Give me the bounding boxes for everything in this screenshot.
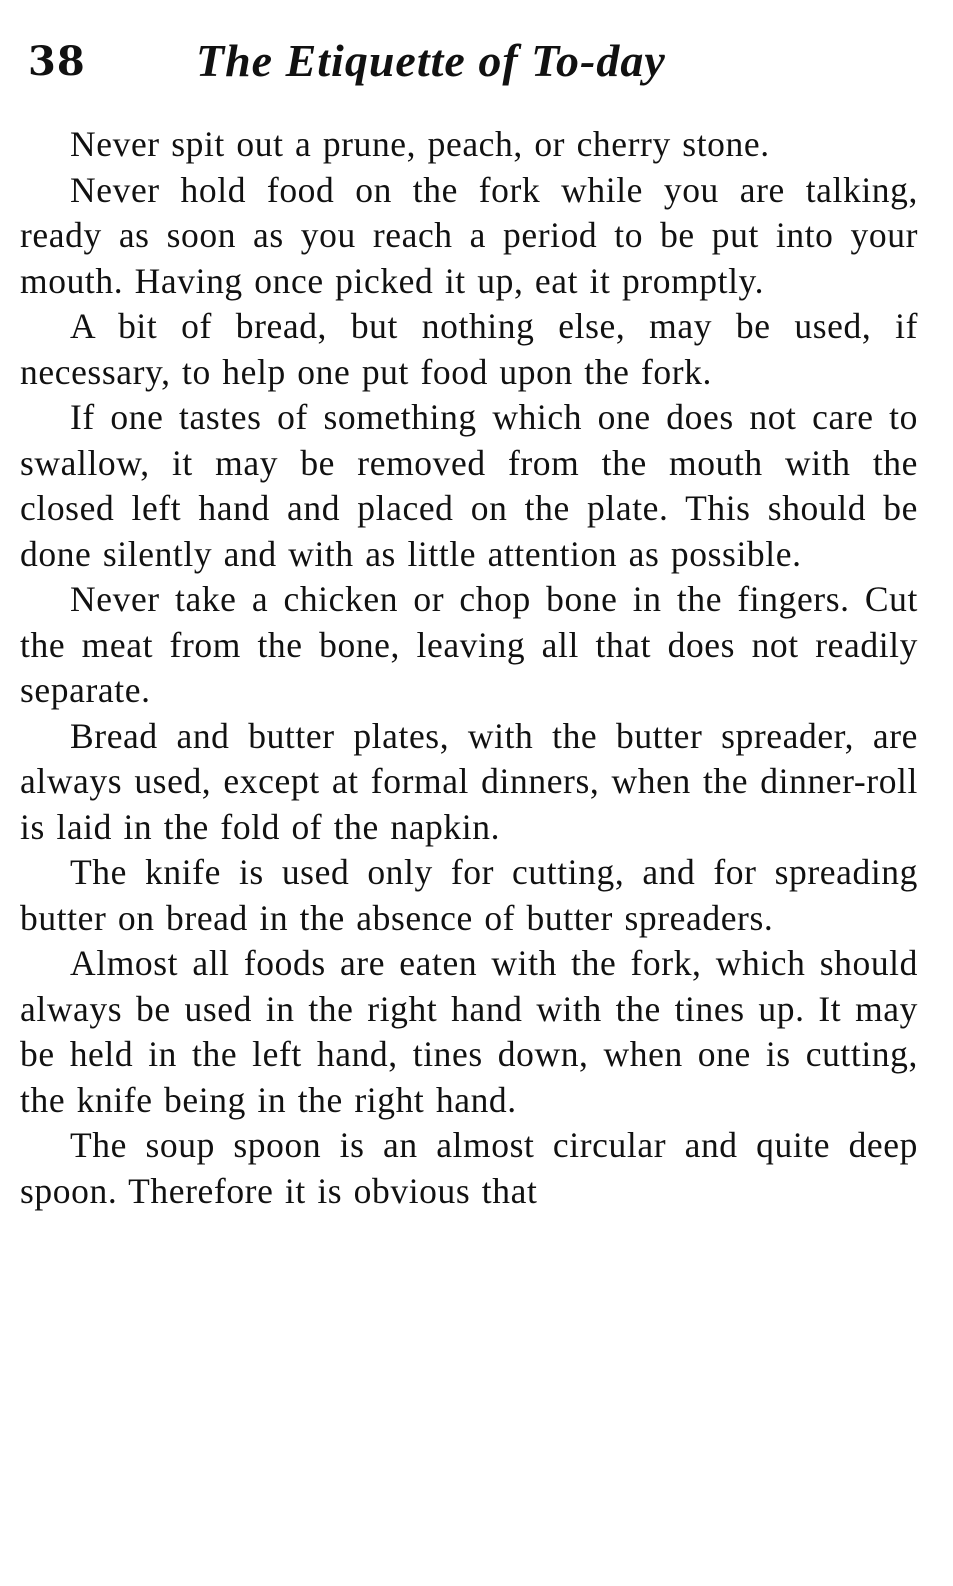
paragraph: The knife is used only for cutting, and for spreading butter on bread in the absence of butter spreaders. xyxy=(20,852,918,938)
paragraph: The soup spoon is an almost circular and quite deep spoon. Therefore it is obvious that xyxy=(20,1125,918,1211)
page-number: 38 xyxy=(28,38,86,85)
paragraph: Never take a chicken or chop bone in the fingers. Cut the meat from the bone, leaving all that does not readily separate. xyxy=(20,579,918,710)
paragraph: Never spit out a prune, peach, or cherry stone. xyxy=(70,124,770,164)
paragraph: Bread and butter plates, with the butter spreader, are always used, except at formal dinners, when the dinner-roll is laid in the fold of the napkin. xyxy=(20,715,918,847)
running-title: The Etiquette of To-day xyxy=(196,35,666,86)
paragraph: If one tastes of something which one does not care to swallow, it may be removed from the mouth with the closed left hand and placed on the plate. This should be done silently and with as little attention as possible. xyxy=(20,397,918,574)
paragraph: A bit of bread, but nothing else, may be used, if necessary, to help one put food upon the fork. xyxy=(20,306,918,392)
paragraph: Almost all foods are eaten with the fork, which should always be used in the right hand with the tines up. It may be held in the left hand, tines down, when one is cutting, the knife being in the right hand. xyxy=(20,943,918,1120)
book-page xyxy=(20,30,920,1211)
paragraph: Never hold food on the fork while you are talking, ready as soon as you reach a period to be put into your mouth. Having once picked it up, eat it promptly. xyxy=(20,169,918,301)
body-text xyxy=(20,122,918,1214)
page-header xyxy=(20,30,920,108)
